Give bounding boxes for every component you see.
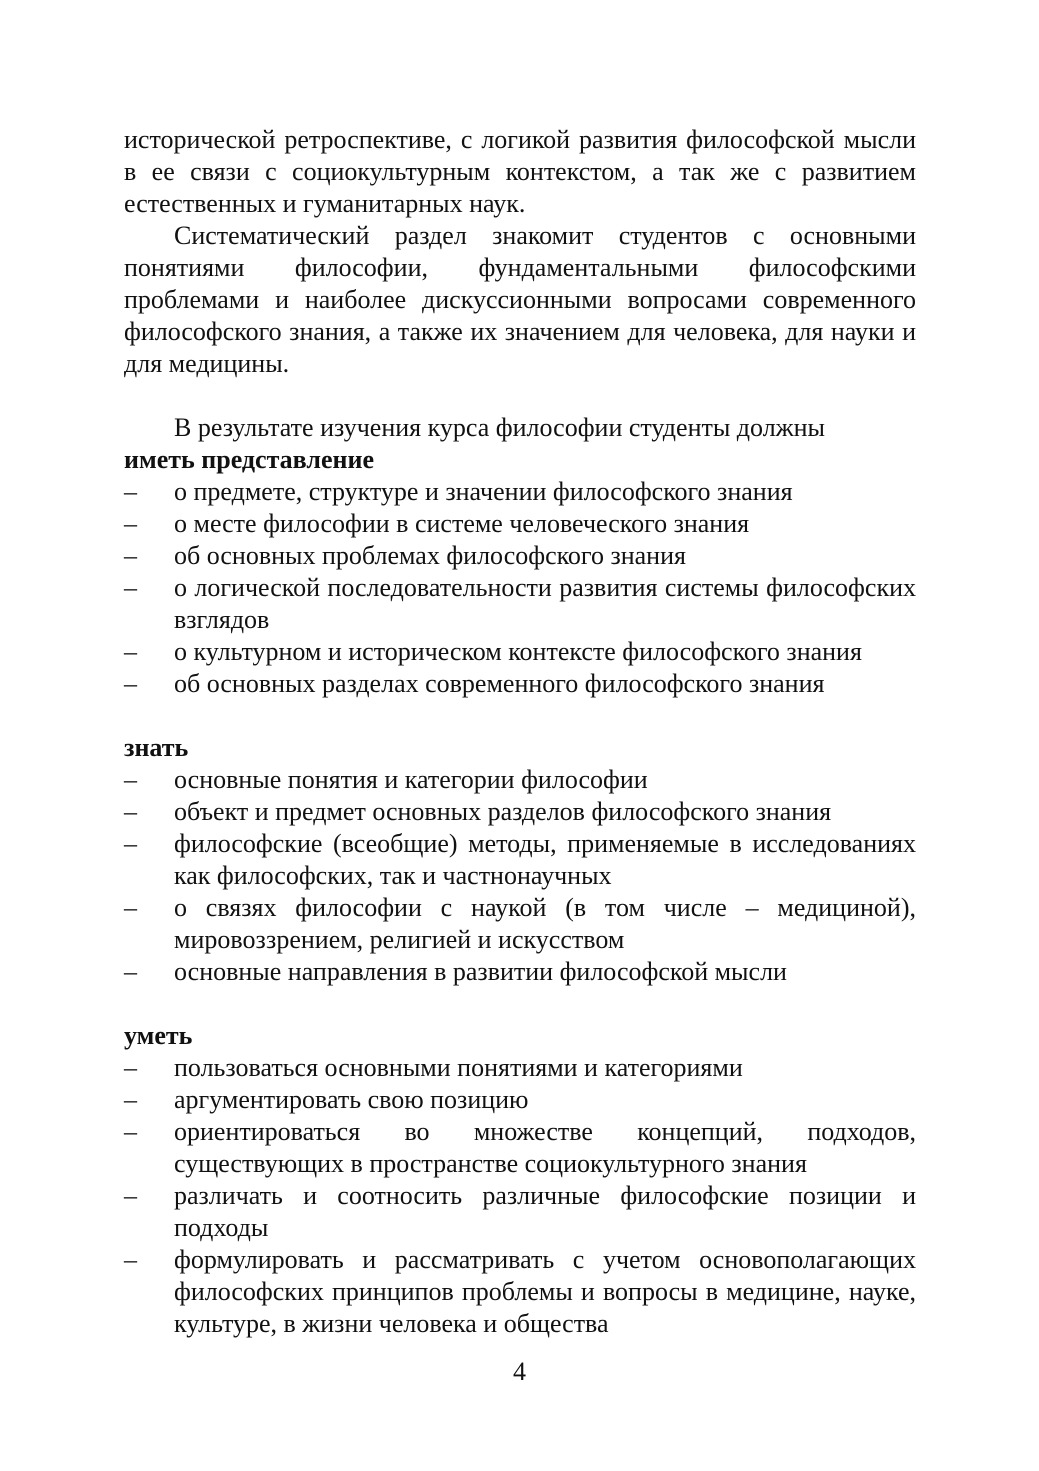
dash-marker: – — [124, 1181, 137, 1210]
list-have-idea — [124, 476, 916, 700]
list-item-text: философские (всеобщие) методы, применяемые в исследованиях как философских, так и частнонаучных — [174, 829, 916, 890]
list-item — [124, 636, 916, 668]
list-item-text: о культурном и историческом контексте философского знания — [174, 637, 862, 666]
dash-marker: – — [124, 765, 137, 794]
list-item — [124, 764, 916, 796]
systematic-section-paragraph: Систематический раздел знакомит студентов с основными понятиями философии, фундаментальными философскими проблемами и наиболее дискуссионными вопросами современного философского знания, а также их значением для человека, для науки и для медицины. — [124, 221, 916, 378]
list-item — [124, 1052, 916, 1084]
list-item — [124, 1116, 916, 1180]
list-item-text: формулировать и рассматривать с учетом основополагающих философских принципов проблемы и вопросы в медицине, науке, культуре, в жизни человека и общества — [174, 1245, 916, 1338]
list-item — [124, 1180, 916, 1244]
results-intro-paragraph: В результате изучения курса философии студенты должны — [174, 413, 826, 442]
list-item-text: аргументировать свою позицию — [174, 1085, 529, 1114]
spacer — [124, 988, 916, 1020]
dash-marker: – — [124, 669, 137, 698]
list-item-text: ориентироваться во множестве концепций, подходов, существующих в пространстве социокультурного знания — [174, 1117, 916, 1178]
dash-marker: – — [124, 1085, 137, 1114]
dash-marker: – — [124, 829, 137, 858]
intro-paragraph-continuation: исторической ретроспективе, с логикой развития философской мысли в ее связи с социокультурным контекстом, а так же с развитием естественных и гуманитарных наук. — [124, 125, 916, 218]
dash-marker: – — [124, 1245, 137, 1274]
list-item-text: различать и соотносить различные философские позиции и подходы — [174, 1181, 916, 1242]
list-item — [124, 572, 916, 636]
dash-marker: – — [124, 477, 137, 506]
list-item — [124, 668, 916, 700]
list-know — [124, 764, 916, 988]
section-heading-know: знать — [124, 733, 189, 762]
list-item-text: о предмете, структуре и значении философского знания — [174, 477, 793, 506]
page-body — [124, 124, 916, 1340]
section-heading-be-able: уметь — [124, 1021, 193, 1050]
list-item-text: об основных проблемах философского знания — [174, 541, 686, 570]
list-item-text: объект и предмет основных разделов философского знания — [174, 797, 832, 826]
spacer — [124, 700, 916, 732]
dash-marker: – — [124, 797, 137, 826]
list-item-text: о связях философии с наукой (в том числе – медициной), мировоззрением, религией и искусством — [174, 893, 916, 954]
dash-marker: – — [124, 541, 137, 570]
section-heading-have-idea: иметь представление — [124, 445, 374, 474]
list-item-text: о логической последовательности развития системы философских взглядов — [174, 573, 916, 634]
dash-marker: – — [124, 1117, 137, 1146]
list-item — [124, 956, 916, 988]
list-be-able — [124, 1052, 916, 1340]
list-item-text: пользоваться основными понятиями и категориями — [174, 1053, 743, 1082]
list-item — [124, 1084, 916, 1116]
dash-marker: – — [124, 509, 137, 538]
list-item-text: основные понятия и категории философии — [174, 765, 648, 794]
dash-marker: – — [124, 637, 137, 666]
list-item — [124, 508, 916, 540]
dash-marker: – — [124, 957, 137, 986]
list-item-text: об основных разделах современного философского знания — [174, 669, 825, 698]
list-item — [124, 540, 916, 572]
dash-marker: – — [124, 1053, 137, 1082]
list-item — [124, 796, 916, 828]
list-item — [124, 476, 916, 508]
list-item-text: о месте философии в системе человеческого знания — [174, 509, 750, 538]
dash-marker: – — [124, 573, 137, 602]
dash-marker: – — [124, 893, 137, 922]
page-number: 4 — [513, 1357, 526, 1386]
list-item — [124, 828, 916, 892]
spacer — [124, 380, 916, 412]
list-item — [124, 1244, 916, 1340]
list-item — [124, 892, 916, 956]
list-item-text: основные направления в развитии философской мысли — [174, 957, 787, 986]
